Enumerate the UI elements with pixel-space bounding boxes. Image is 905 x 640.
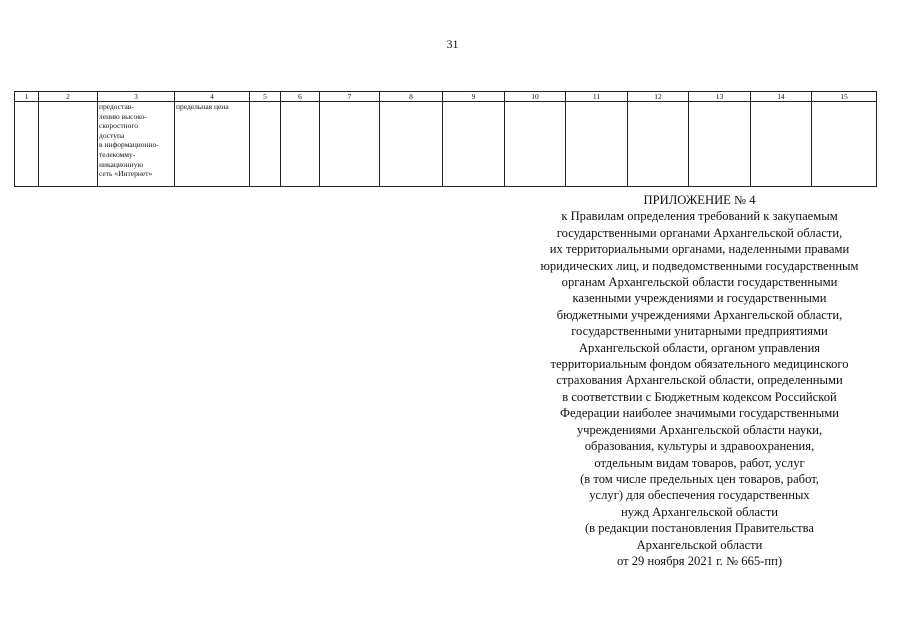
appendix-line: Архангельской области, органом управления — [578, 340, 821, 355]
table-cell-5 — [250, 102, 281, 187]
cell-3-line: в информационно- — [99, 140, 159, 150]
table-row — [15, 102, 877, 187]
appendix-line: казенными учреждениями и государственными — [572, 291, 827, 306]
column-header-2: 2 — [39, 92, 98, 102]
document-table — [14, 91, 877, 187]
appendix-line: их территориальными органами, наделенными правами — [549, 242, 850, 257]
appendix-line: государственными унитарными предприятиями — [571, 324, 828, 339]
appendix-line: учреждениями Архангельской области науки, — [576, 422, 823, 437]
column-header-10: 10 — [505, 92, 566, 102]
column-header-9: 9 — [443, 92, 505, 102]
table-cell-15 — [812, 102, 877, 187]
table-cell-10 — [505, 102, 566, 187]
appendix-line: (в том числе предельных цен товаров, работ, — [580, 471, 819, 486]
table-cell-1 — [15, 102, 39, 187]
appendix-title: ПРИЛОЖЕНИЕ № 4 — [643, 193, 756, 207]
table-cell-6 — [281, 102, 320, 187]
column-header-12: 12 — [628, 92, 689, 102]
appendix-line: в соответствии с Бюджетным кодексом Российской — [562, 389, 837, 404]
appendix-line: органам Архангельской области государственными — [561, 275, 838, 290]
column-header-15: 15 — [812, 92, 877, 102]
column-header-14: 14 — [751, 92, 812, 102]
appendix-line: территориальным фондом обязательного медицинского — [550, 357, 849, 372]
column-header-6: 6 — [281, 92, 320, 102]
appendix-line: Архангельской области — [636, 537, 763, 552]
cell-3-line: предостав- — [99, 102, 134, 111]
cell-3-line: скоростного — [99, 121, 139, 131]
appendix-line: бюджетными учреждениями Архангельской области, — [556, 307, 843, 322]
table-cell-14 — [751, 102, 812, 187]
appendix-line: Федерации наиболее значимыми государственными — [560, 406, 839, 421]
cell-3-line: никационную — [99, 159, 144, 169]
appendix-line: отдельным видам товаров, работ, услуг — [594, 455, 805, 470]
column-header-11: 11 — [566, 92, 628, 102]
appendix-line: юридических лиц, и подведомственными государственным — [540, 258, 859, 273]
table-cell-8 — [380, 102, 443, 187]
column-header-8: 8 — [380, 92, 443, 102]
column-header-13: 13 — [689, 92, 751, 102]
appendix-line: к Правилам определения требований к закупаемым — [561, 209, 838, 224]
table-cell-11 — [566, 102, 628, 187]
table-header-row — [15, 92, 877, 102]
cell-3-line: сеть «Интернет» — [99, 169, 153, 179]
appendix-line: государственными органами Архангельской области, — [556, 225, 843, 240]
column-header-7: 7 — [320, 92, 380, 102]
page-number: 31 — [446, 37, 459, 51]
appendix-line: услуг) для обеспечения государственных — [589, 488, 810, 503]
appendix-line: от 29 ноября 2021 г. № 665-пп) — [616, 553, 783, 568]
column-header-3: 3 — [98, 92, 175, 102]
appendix-line: нужд Архангельской области — [621, 504, 778, 519]
table-cell-9 — [443, 102, 505, 187]
appendix-line: (в редакции постановления Правительства — [584, 521, 815, 536]
column-header-4: 4 — [175, 92, 250, 102]
table-cell-2 — [39, 102, 98, 187]
table-cell-4: предельная цена — [175, 102, 250, 187]
table-cell-3 — [98, 102, 175, 187]
appendix-line: образования, культуры и здравоохранения, — [584, 439, 815, 454]
cell-3-line: телекомму- — [99, 149, 136, 159]
column-header-5: 5 — [250, 92, 281, 102]
cell-3-line: доступа — [99, 130, 125, 140]
appendix-line: страхования Архангельской области, определенными — [556, 373, 843, 388]
table-cell-12 — [628, 102, 689, 187]
table-cell-13 — [689, 102, 751, 187]
appendix-block — [503, 192, 896, 569]
column-header-1: 1 — [15, 92, 39, 102]
table-cell-7 — [320, 102, 380, 187]
cell-3-line: лению высоко- — [99, 111, 147, 121]
